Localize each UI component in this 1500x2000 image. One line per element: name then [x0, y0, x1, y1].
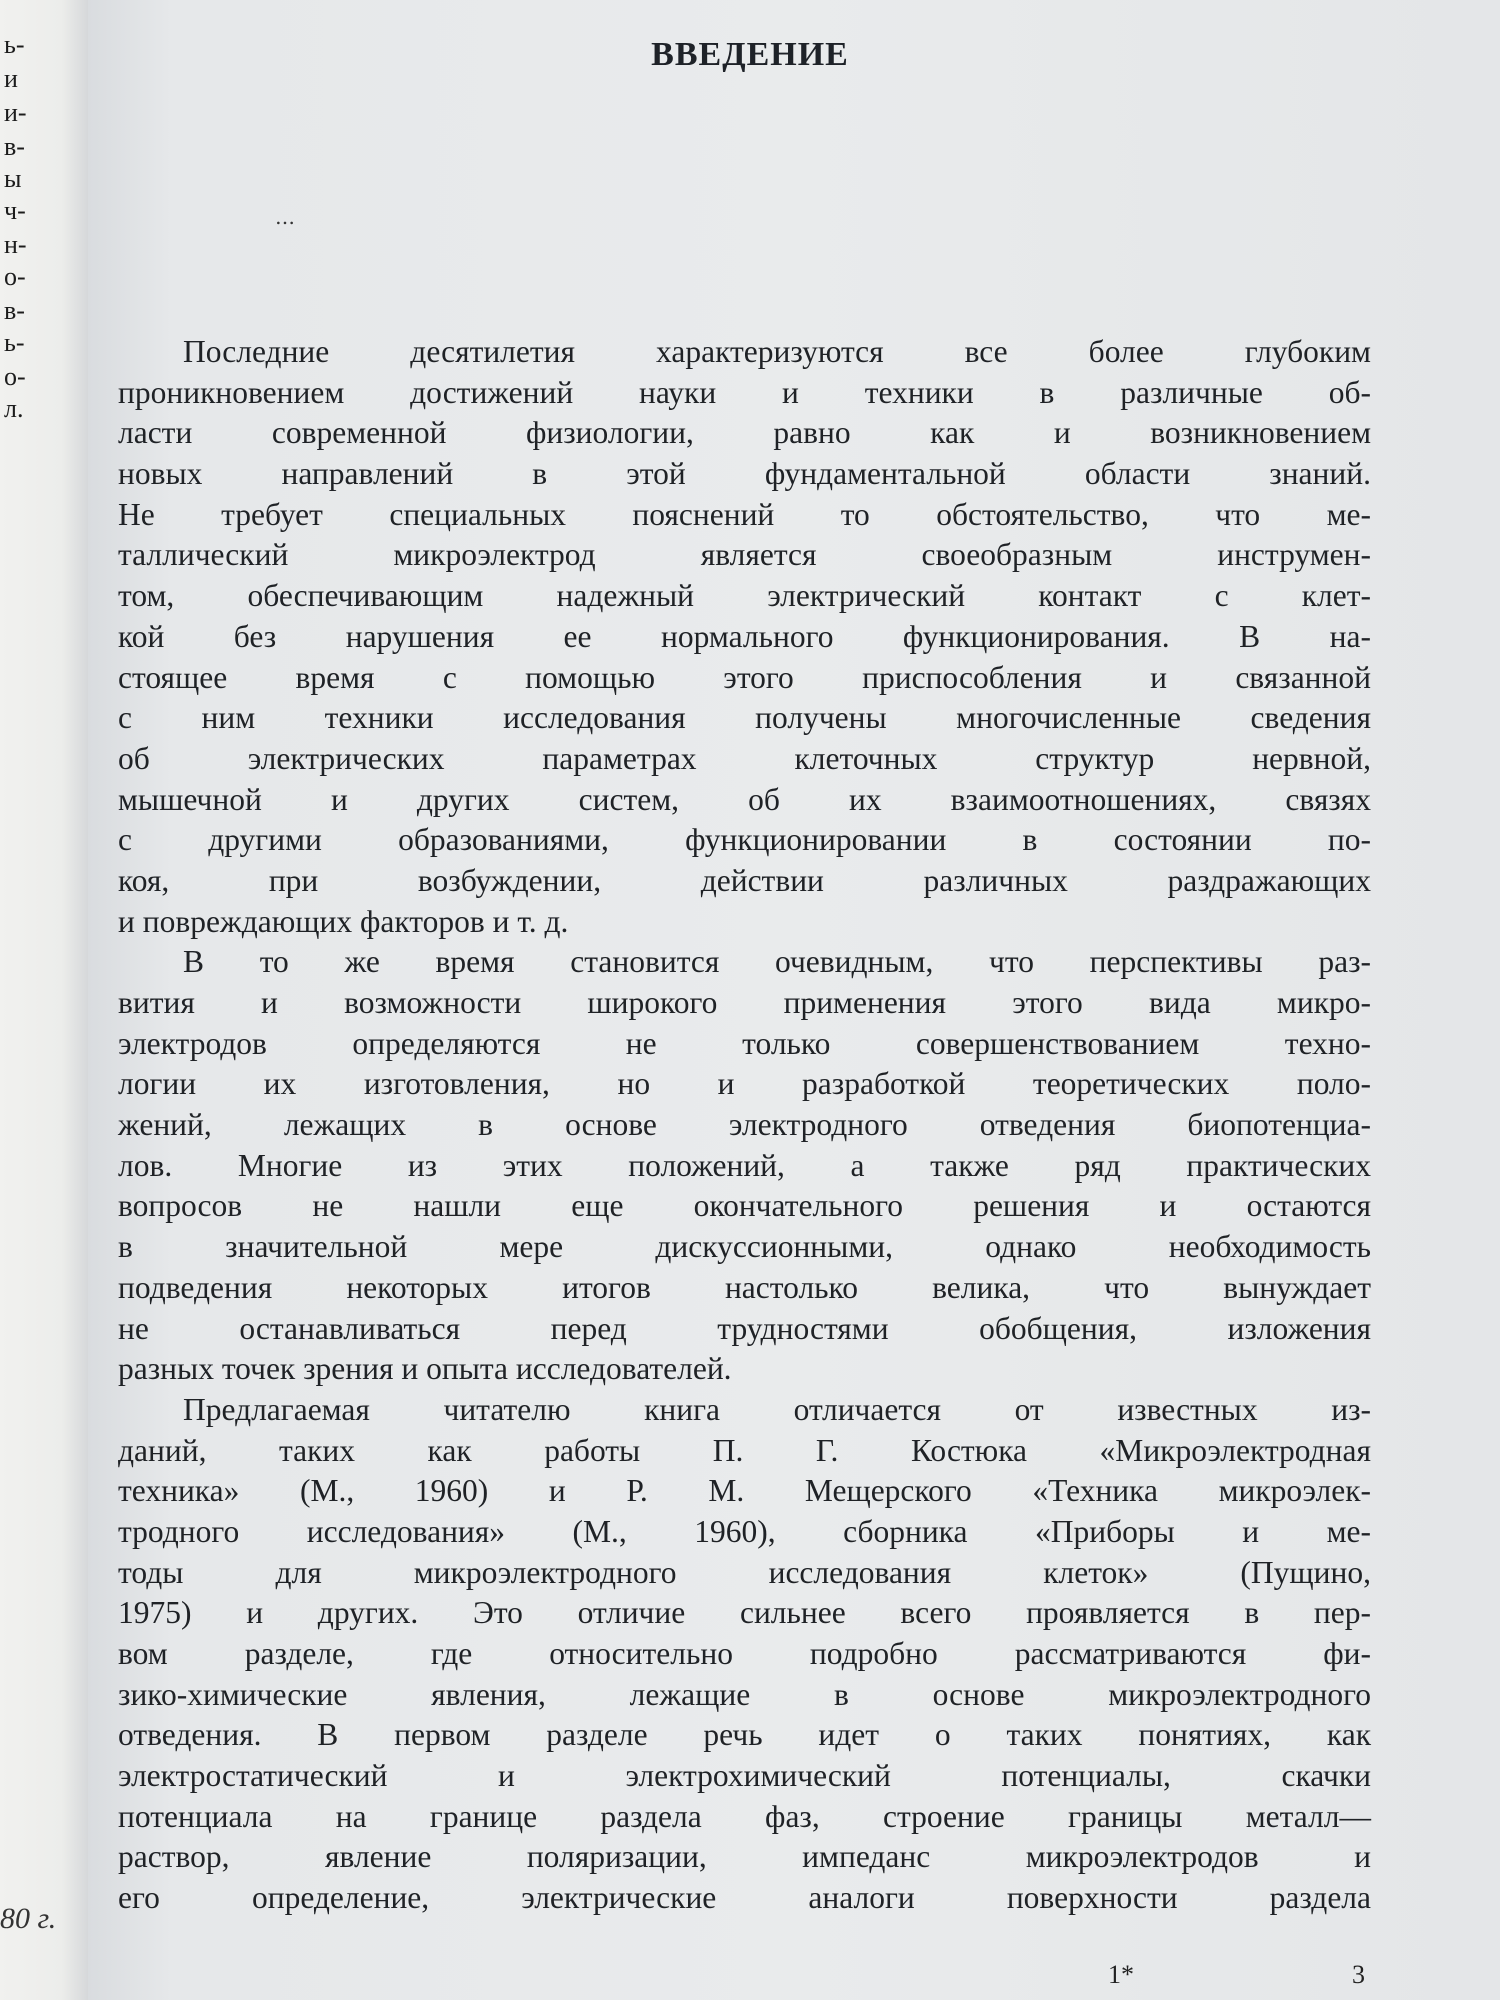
text-line: жений, лежащих в основе электродного отведения биопотенциа- [118, 1107, 1371, 1143]
text-line: вом разделе, где относительно подробно рассматриваются фи- [118, 1636, 1371, 1671]
paragraph [118, 942, 1371, 1390]
margin-fragment: ь- [4, 30, 25, 59]
margin-fragment: ы [4, 164, 22, 193]
text-line: электродов определяются не только совершенствованием техно- [118, 1025, 1371, 1061]
text-line: тродного исследования» (М., 1960), сборника «Приборы и ме- [118, 1513, 1371, 1549]
ellipsis-mark: … [275, 205, 295, 229]
text-line: вития и возможности широкого применения этого вида микро- [118, 985, 1371, 1020]
text-line: вопросов не нашли еще окончательного решения и остаются [118, 1188, 1371, 1224]
text-line: логии их изготовления, но и разработкой теоретических поло- [118, 1066, 1371, 1102]
text-line: мышечной и других систем, об их взаимоотношениях, связях [118, 781, 1371, 817]
text-line: Не требует специальных пояснений то обстоятельство, что ме- [118, 496, 1371, 532]
text-line: таллический микроэлектрод является своеобразным инструмен- [118, 537, 1371, 573]
chapter-heading: ВВЕДЕНИЕ [651, 36, 849, 73]
facing-page-edge [0, 0, 88, 2000]
margin-fragment: о- [4, 362, 26, 391]
text-line: тоды для микроэлектродного исследования клеток» (Пущино, [118, 1554, 1371, 1590]
margin-fragment: в- [4, 296, 25, 325]
text-line: и повреждающих факторов и т. д. [118, 903, 569, 939]
text-line: В то же время становится очевидным, что перспективы раз- [183, 944, 1371, 980]
text-line: электростатический и электрохимический потенциалы, скачки [118, 1758, 1371, 1794]
text-line: с другими образованиями, функционировании в состоянии по- [118, 822, 1371, 858]
text-line: в значительной мере дискуссионными, однако необходимость [118, 1229, 1371, 1265]
margin-fragment: ь- [4, 328, 25, 357]
page-number: 3 [1352, 1960, 1365, 1989]
text-line: разных точек зрения и опыта исследователей. [118, 1351, 732, 1387]
paragraph [118, 1390, 1371, 1919]
text-line: лов. Многие из этих положений, а также ряд практических [118, 1147, 1371, 1183]
text-line: Предлагаемая читателю книга отличается от известных из- [183, 1391, 1371, 1427]
text-line: коя, при возбуждении, действии различных раздражающих [118, 862, 1371, 898]
text-line: ласти современной физиологии, равно как и возникновением [118, 415, 1371, 451]
paragraph [118, 332, 1371, 942]
signature-mark: 1* [1108, 1960, 1134, 1989]
text-line: 1975) и других. Это отличие сильнее всего проявляется в пер- [118, 1595, 1371, 1631]
text-line: стоящее время с помощью этого приспособления и связанной [118, 659, 1371, 695]
text-line: том, обеспечивающим надежный электрический контакт с клет- [118, 578, 1371, 614]
text-line: об электрических параметрах клеточных структур нервной, [118, 740, 1371, 776]
text-line: кой без нарушения ее нормального функционирования. В на- [118, 618, 1371, 654]
text-line: зико-химические явления, лежащие в основе микроэлектродного [118, 1676, 1371, 1712]
margin-fragment: и- [4, 98, 27, 127]
text-line: даний, таких как работы П. Г. Костюка «Микроэлектродная [118, 1432, 1371, 1468]
text-line: потенциала на границе раздела фаз, строение границы металл— [118, 1798, 1371, 1834]
text-line: его определение, электрические аналоги поверхности раздела [118, 1880, 1371, 1916]
text-line: подведения некоторых итогов настолько велика, что вынуждает [118, 1269, 1371, 1305]
margin-fragment: и [4, 64, 18, 93]
handwritten-margin-note: 80 г. [0, 1902, 57, 1935]
text-line: отведения. В первом разделе речь идет о таких понятиях, как [118, 1717, 1371, 1753]
text-line: техника» (М., 1960) и Р. М. Мещерского «Техника микроэлек- [118, 1473, 1371, 1509]
margin-fragment: о- [4, 262, 26, 291]
margin-fragment: в- [4, 132, 25, 161]
margin-fragment: л. [4, 394, 24, 423]
text-line: не останавливаться перед трудностями обобщения, изложения [118, 1310, 1371, 1346]
margin-fragment: н- [4, 230, 27, 259]
text-line: новых направлений в этой фундаментальной области знаний. [118, 456, 1371, 492]
margin-fragment: ч- [4, 196, 26, 225]
text-line: с ним техники исследования получены многочисленные сведения [118, 700, 1371, 736]
body-text [118, 332, 1371, 1919]
text-line: проникновением достижений науки и техники в различные об- [118, 374, 1371, 410]
text-line: раствор, явление поляризации, импеданс микроэлектродов и [118, 1839, 1371, 1875]
text-line: Последние десятилетия характеризуются все более глубоким [183, 334, 1371, 369]
